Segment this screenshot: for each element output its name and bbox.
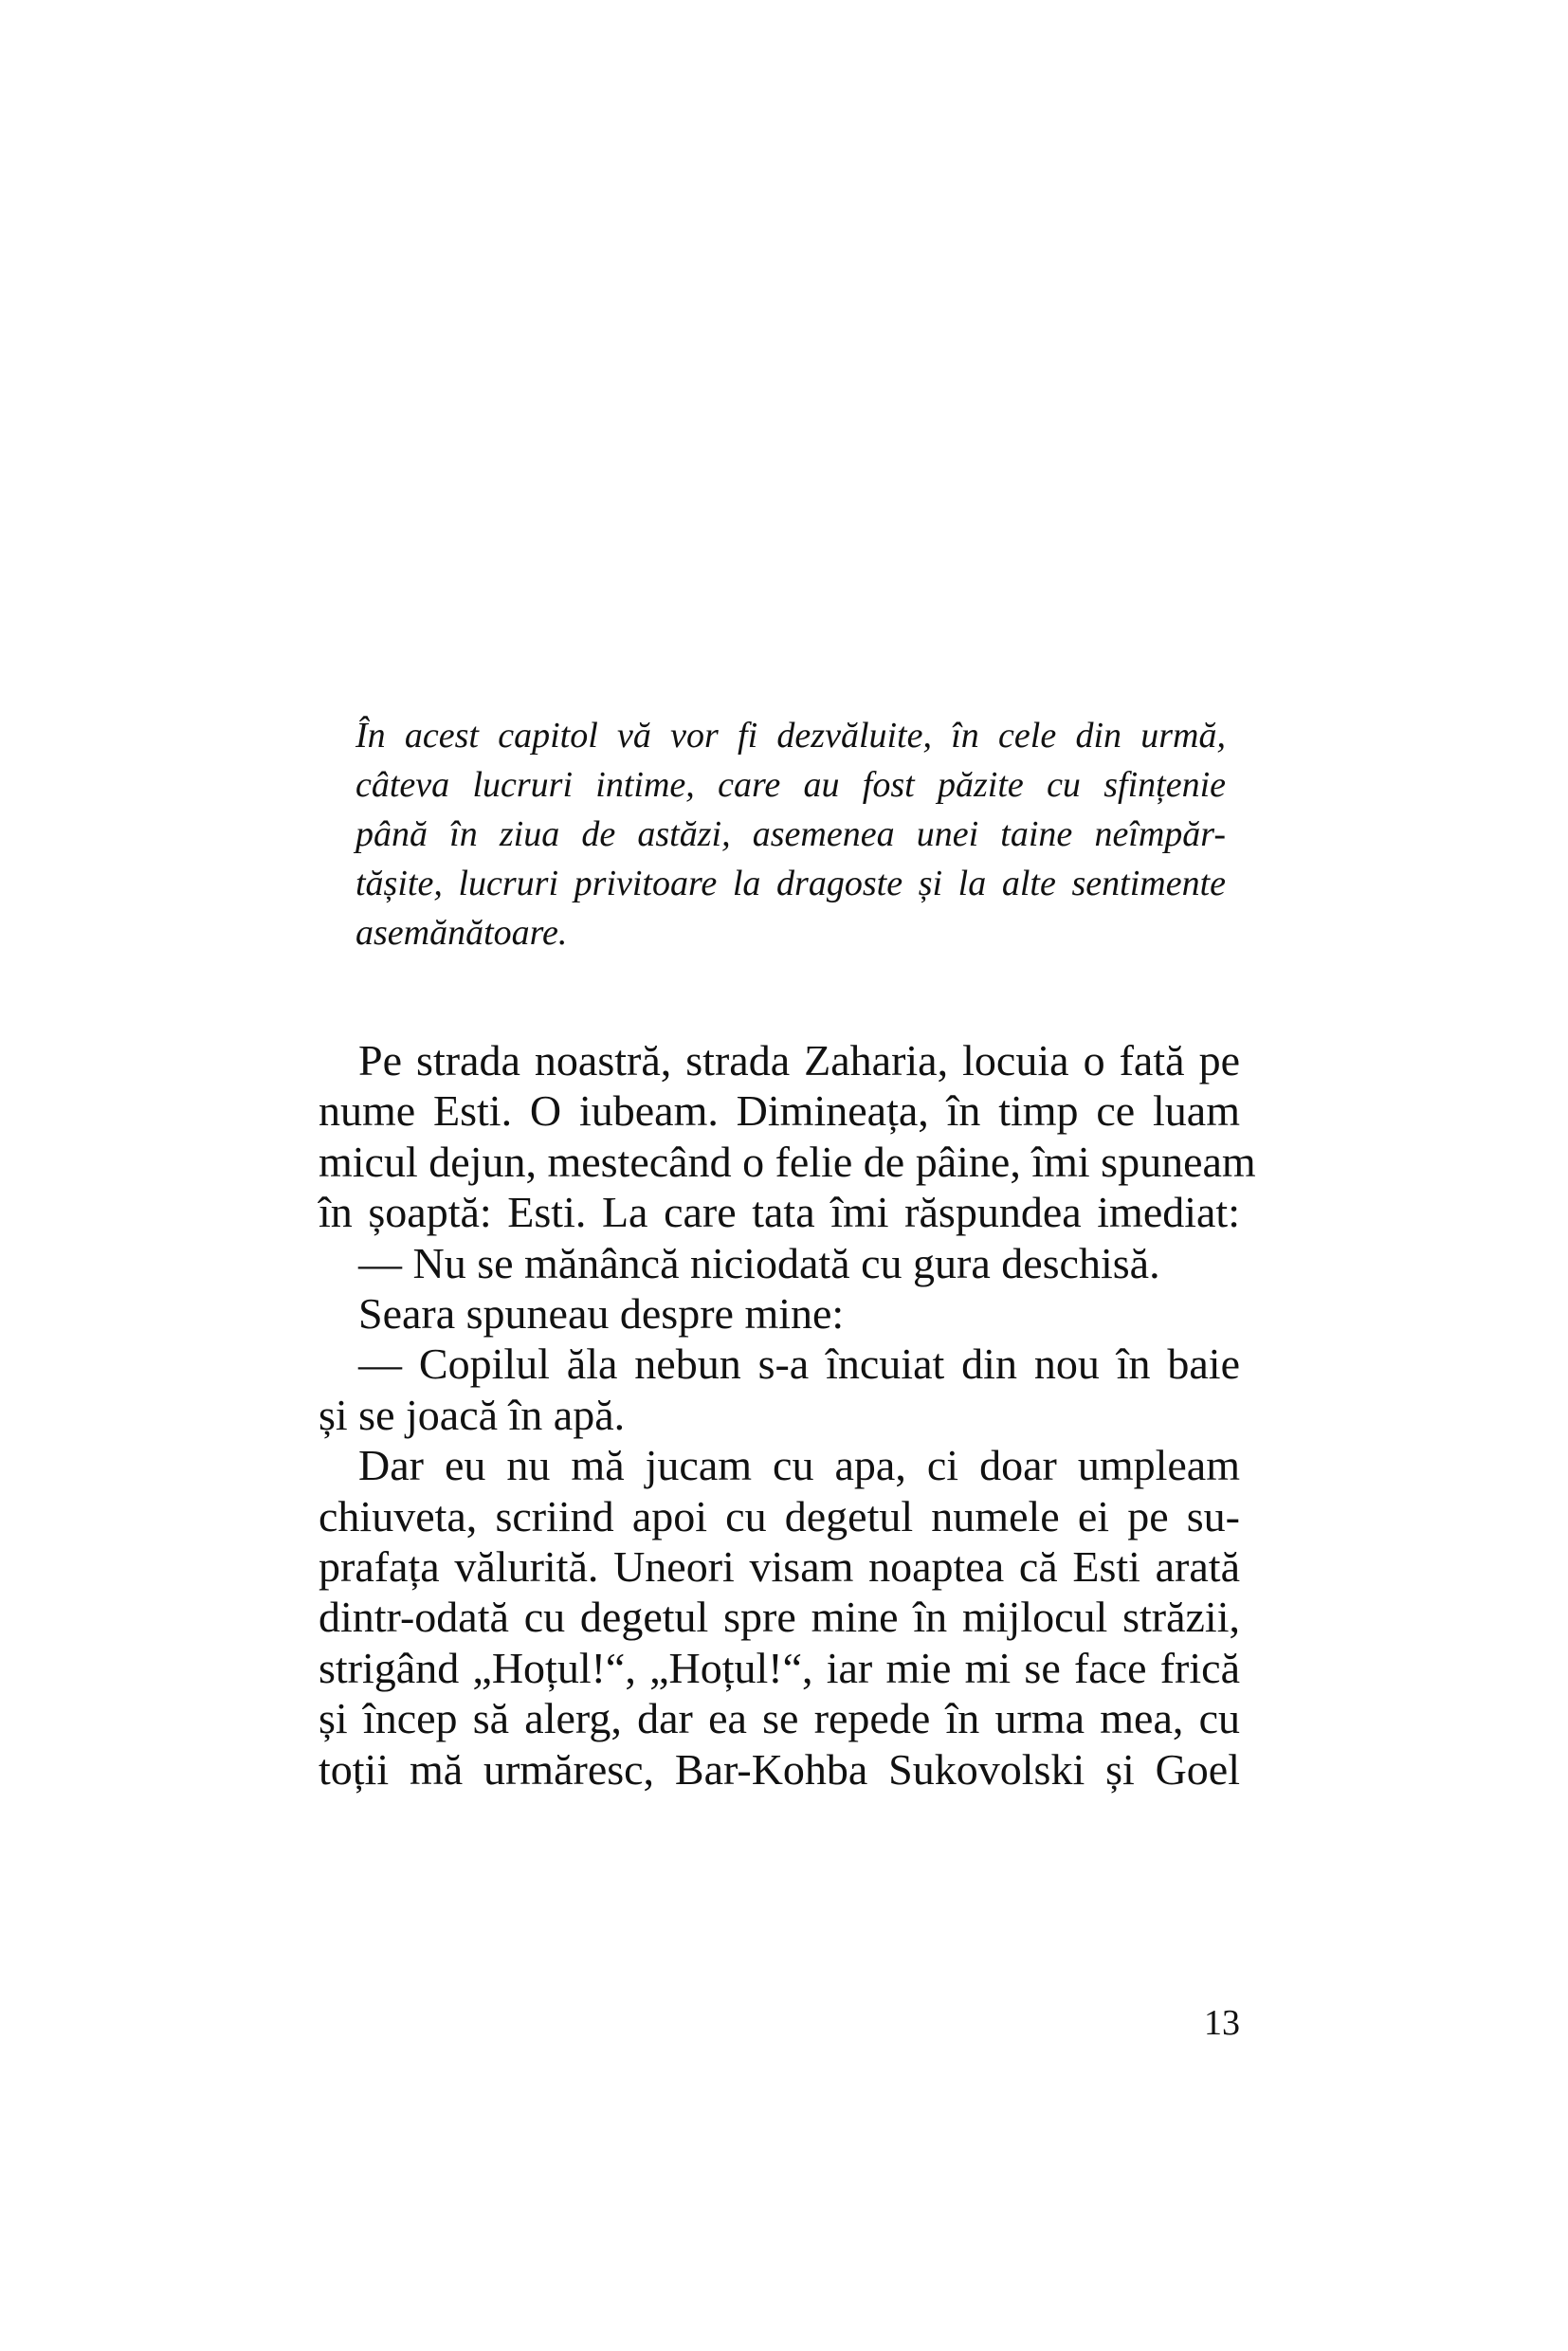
body-line: prafața vălurită. Uneori visam noaptea că Esti arată xyxy=(319,1542,1240,1592)
body-line: nume Esti. O iubeam. Dimineața, în timp ce luam xyxy=(319,1086,1240,1136)
body-line: și se joacă în apă. xyxy=(319,1390,626,1439)
body-line: și încep să alerg, dar ea se repede în urma mea, cu xyxy=(319,1694,1240,1743)
epigraph-line: În acest capitol vă vor fi dezvăluite, în cele din urmă, xyxy=(356,716,1226,756)
body-line: chiuveta, scriind apoi cu degetul numele ei pe su- xyxy=(319,1491,1240,1540)
body-line: strigând „Hoțul!“, „Hoțul!“, iar mie mi se face frică xyxy=(319,1643,1240,1692)
epigraph-line: câteva lucruri intime, care au fost păzite cu sfințenie xyxy=(356,765,1226,805)
body-line: Seara spuneau despre mine: xyxy=(358,1289,845,1339)
body-text xyxy=(319,1035,1256,1795)
body-line: toții mă urmăresc, Bar-Kohba Sukovolski și Goel xyxy=(319,1744,1240,1794)
body-line: Pe strada noastră, strada Zaharia, locuia o fată pe xyxy=(358,1036,1240,1084)
chapter-epigraph xyxy=(356,711,1226,957)
page-number: 13 xyxy=(1204,2003,1240,2043)
body-line: — Copilul ăla nebun s-a încuiat din nou în baie xyxy=(358,1340,1240,1389)
epigraph-line: tășite, lucruri privitoare la dragoste și la alte sentimente xyxy=(356,864,1226,903)
body-line: Dar eu nu mă jucam cu apa, ci doar umpleam xyxy=(358,1441,1240,1490)
body-line: micul dejun, mestecând o felie de pâine, îmi spuneam xyxy=(319,1137,1256,1186)
body-line: — Nu se mănâncă niciodată cu gura deschisă. xyxy=(358,1238,1160,1287)
epigraph-line: asemănătoare. xyxy=(356,913,568,953)
body-line: în șoaptă: Esti. La care tata îmi răspundea imediat: xyxy=(319,1188,1240,1237)
body-line: dintr-odată cu degetul spre mine în mijlocul străzii, xyxy=(319,1593,1240,1642)
epigraph-line: până în ziua de astăzi, asemenea unei taine neîmpăr- xyxy=(356,814,1226,854)
